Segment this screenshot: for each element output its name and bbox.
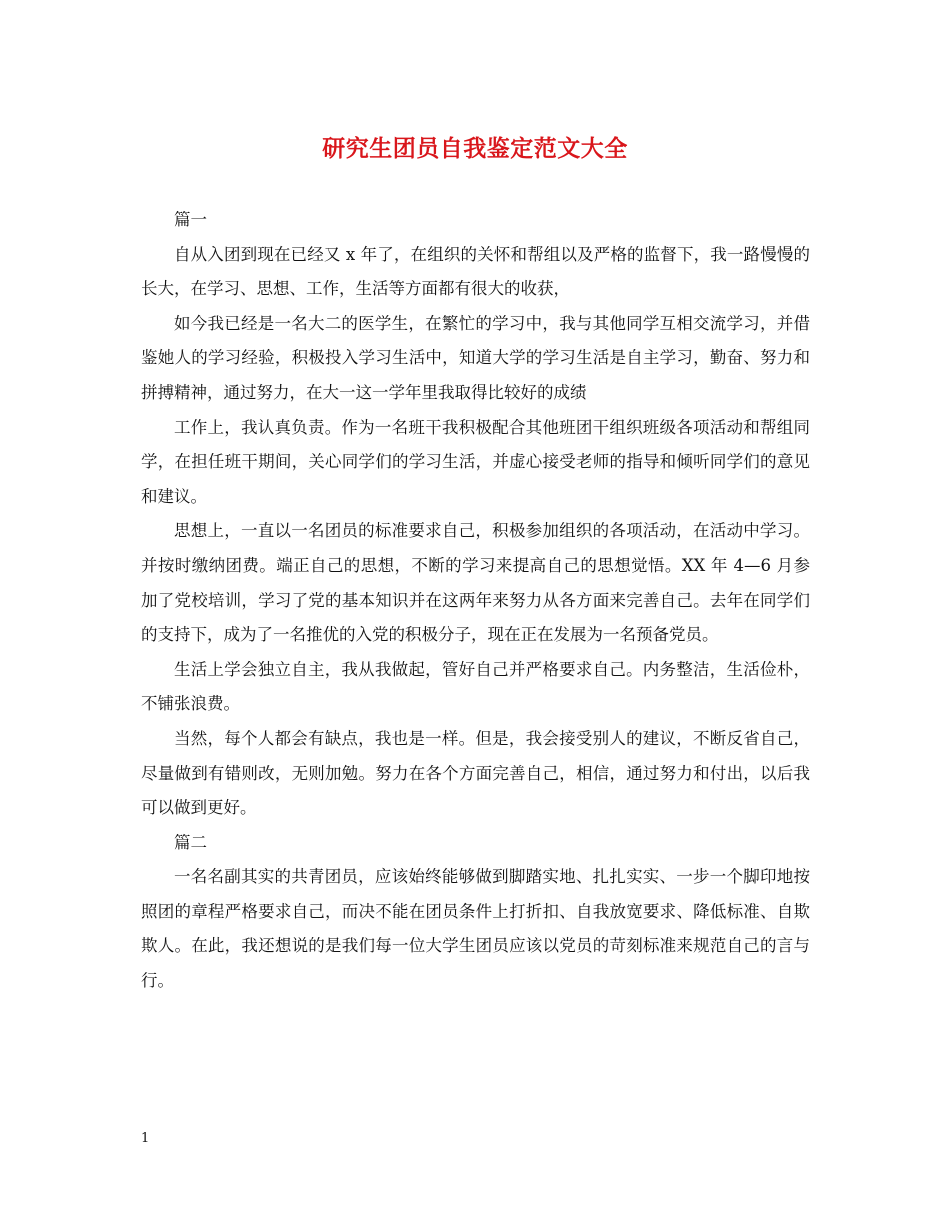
paragraph-study: 如今我已经是一名大二的医学生，在繁忙的学习中，我与其他同学互相交流学习，并借鉴她人的学习经验，积极投入学习生活中，知道大学的学习生活是自主学习，勤奋、努力和拼搏精神，通过努力，在大一这一学年里我取得比较好的成绩 bbox=[141, 313, 810, 402]
paragraph-life: 生活上学会独立自主，我从我做起，管好自己并严格要求自己。内务整洁，生活俭朴，不铺张浪费。 bbox=[141, 659, 810, 714]
paragraph-work: 工作上，我认真负责。作为一名班干我积极配合其他班团干组织班级各项活动和帮组同学，在担任班干期间，关心同学们的学习生活，并虚心接受老师的指导和倾听同学们的意见和建议。 bbox=[141, 417, 810, 506]
section-heading-1: 篇一 bbox=[174, 210, 207, 229]
page-number: 1 bbox=[141, 1131, 150, 1146]
paragraph-shortcomings: 当然，每个人都会有缺点，我也是一样。但是，我会接受别人的建议，不断反省自己，尽量做到有错则改，无则加勉。努力在各个方面完善自己，相信，通过努力和付出，以后我可以做到更好。 bbox=[141, 728, 810, 818]
paragraph-intro: 自从入团到现在已经又 x 年了，在组织的关怀和帮组以及严格的监督下，我一路慢慢的长大，在学习、思想、工作，生活等方面都有很大的收获， bbox=[141, 244, 810, 299]
document-body bbox=[141, 203, 810, 999]
paragraph-member-standard: 一名名副其实的共青团员，应该始终能够做到脚踏实地、扎扎实实、一步一个脚印地按照团的章程严格要求自己，而决不能在团员条件上打折扣、自我放宽要求、降低标准、自欺欺人。在此，我还想说的是我们每一位大学生团员应该以党员的苛刻标准来规范自己的言与行。 bbox=[141, 867, 810, 991]
section-heading-2: 篇二 bbox=[174, 832, 207, 852]
document-title: 研究生团员自我鉴定范文大全 bbox=[322, 135, 628, 162]
paragraph-thought: 思想上，一直以一名团员的标准要求自己，积极参加组织的各项活动，在活动中学习。并按时缴纳团费。端正自己的思想，不断的学习来提高自己的思想觉悟。XX 年 4—6 月参加了党校培训，学习了党的基本知识并在这两年来努力从各方面来完善自己。去年在同学们的支持下，成为了一名推优的入党的积极分子，现在正在发展为一名预备党员。 bbox=[141, 521, 810, 645]
